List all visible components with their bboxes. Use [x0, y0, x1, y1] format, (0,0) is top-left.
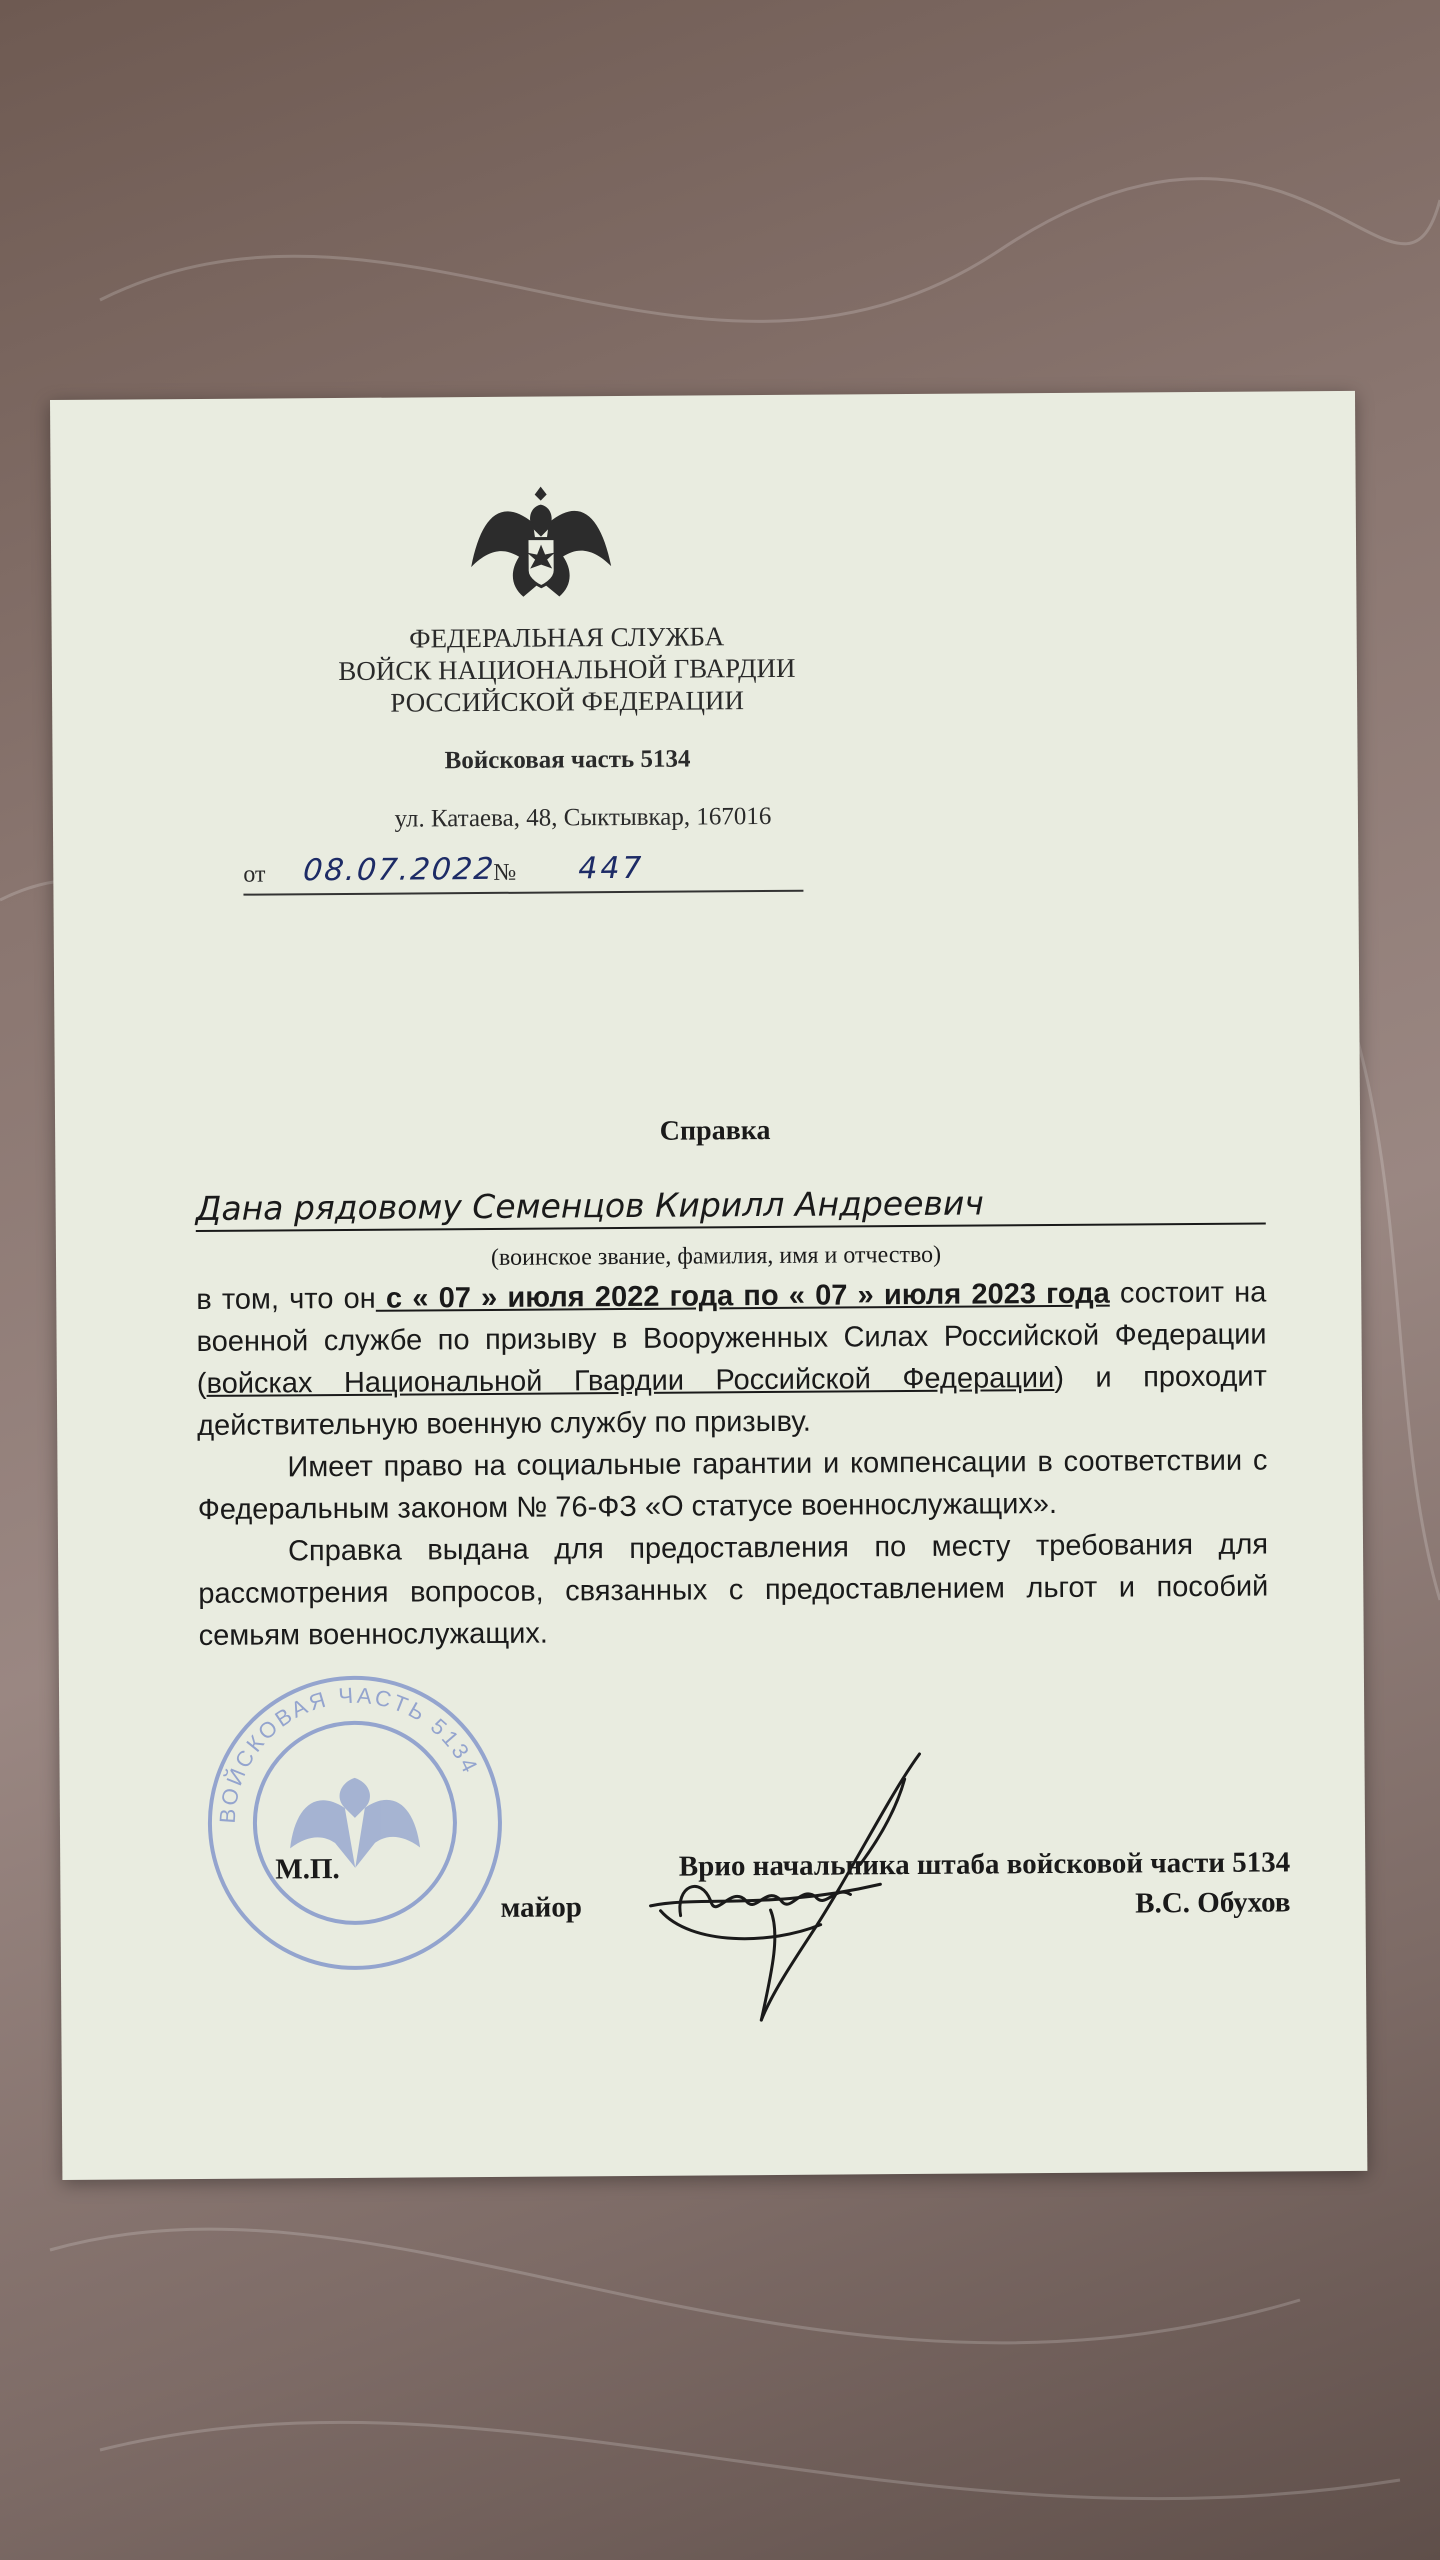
eagle-emblem — [461, 476, 622, 612]
military-unit: Войсковая часть 5134 — [444, 745, 691, 775]
paragraph-1 — [196, 1272, 1267, 1447]
official-stamp — [199, 1667, 511, 1979]
issued-to: Дана рядовому Семенцов Кирилл Андреевич — [196, 1182, 1266, 1232]
forces-name: войсках Национальной Гвардии Российской Федерации — [206, 1362, 1055, 1400]
p1-start: в том, что он — [196, 1282, 376, 1317]
paragraph-3: Справка выдана для предоставления по месту требования для рассмотрения вопросов, связанных с предоставлением льгот и пособий семьям военнослужащих. — [198, 1528, 1269, 1652]
signer-position: Врио начальника штаба войсковой части 5134 — [678, 1846, 1291, 1883]
handwritten-signature — [619, 1734, 971, 2036]
certificate-body — [196, 1272, 1269, 1657]
service-period: с « 07 » июля 2022 года по « 07 » июля 2023 года — [375, 1277, 1110, 1315]
issued-to-caption: (воинское звание, фамилия, имя и отчество) — [490, 1241, 942, 1271]
from-label: от — [243, 861, 266, 888]
certificate-paper — [50, 391, 1367, 2180]
seal-place-label: М.П. — [275, 1853, 340, 1886]
org-line-1: ФЕДЕРАЛЬНАЯ СЛУЖБА — [409, 621, 725, 654]
p1-end: ) и проходит действительную военную службу по призыву. — [197, 1360, 1267, 1442]
p1-mid: состоит на военной службе по призыву в Вооруженных Силах Российской Федерации ( — [196, 1276, 1267, 1400]
handwritten-number: 447 — [578, 850, 645, 887]
number-label: № — [493, 859, 517, 886]
handwritten-date: 08.07.2022 — [301, 851, 497, 889]
signer-rank: майор — [500, 1891, 583, 1924]
org-line-2: ВОЙСК НАЦИОНАЛЬНОЙ ГВАРДИИ — [338, 652, 796, 686]
document-title: Справка — [659, 1114, 771, 1147]
paragraph-2: Имеет право на социальные гарантии и компенсации в соответствии с Федеральным законом № 76-ФЗ «О статусе военнослужащих». — [197, 1444, 1268, 1526]
signer-name: В.С. Обухов — [1135, 1886, 1291, 1920]
stamp-text: ВОЙСКОВАЯ ЧАСТЬ 5134 — [214, 1682, 484, 1825]
date-number-line — [243, 850, 803, 896]
org-line-3: РОССИЙСКОЙ ФЕДЕРАЦИИ — [390, 685, 744, 718]
address: ул. Катаева, 48, Сыктывкар, 167016 — [394, 802, 772, 833]
